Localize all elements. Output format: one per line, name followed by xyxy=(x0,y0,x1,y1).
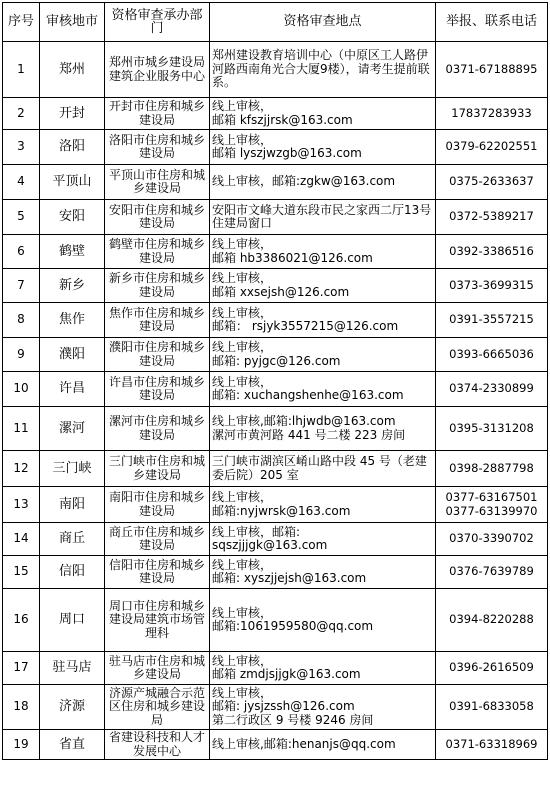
address-cell: 线上审核， 邮箱: xyszjjejsh@163.com xyxy=(210,556,436,589)
city-cell: 许昌 xyxy=(40,372,105,407)
address-cell: 线上审核， 邮箱 kfszjjrsk@163.com xyxy=(210,98,436,130)
address-cell: 线上审核， 邮箱 xxsejsh@126.com xyxy=(210,269,436,303)
row-number: 17 xyxy=(3,652,40,685)
header-city: 审核地市 xyxy=(40,3,105,42)
phone-cell: 0371-67188895 xyxy=(436,42,548,98)
city-cell: 郑州 xyxy=(40,42,105,98)
qualification-review-table xyxy=(2,2,548,760)
city-cell: 周口 xyxy=(40,589,105,652)
row-number: 4 xyxy=(3,165,40,200)
city-cell: 洛阳 xyxy=(40,130,105,165)
row-number: 13 xyxy=(3,487,40,523)
row-number: 6 xyxy=(3,235,40,269)
address-cell: 郑州建设教育培训中心（中原区工人路伊河路西南角光合大厦9楼），请考生提前联系。 xyxy=(210,42,436,98)
table-row xyxy=(3,98,548,130)
city-cell: 漯河 xyxy=(40,407,105,451)
phone-cell: 0394-8220288 xyxy=(436,589,548,652)
header-phone: 举报、联系电话 xyxy=(436,3,548,42)
header-row xyxy=(3,3,548,42)
table-row xyxy=(3,652,548,685)
department-cell: 商丘市住房和城乡建设局 xyxy=(105,523,210,556)
city-cell: 济源 xyxy=(40,685,105,730)
row-number: 19 xyxy=(3,730,40,760)
phone-cell: 0371-63318969 xyxy=(436,730,548,760)
row-number: 1 xyxy=(3,42,40,98)
city-cell: 南阳 xyxy=(40,487,105,523)
phone-cell: 0374-2330899 xyxy=(436,372,548,407)
table-row xyxy=(3,235,548,269)
city-cell: 平顶山 xyxy=(40,165,105,200)
phone-cell: 0391-6833058 xyxy=(436,685,548,730)
address-cell: 线上审核， 邮箱： rsjyk3557215@126.com xyxy=(210,303,436,338)
header-address: 资格审查地点 xyxy=(210,3,436,42)
phone-cell: 0373-3699315 xyxy=(436,269,548,303)
phone-cell: 0379-62202551 xyxy=(436,130,548,165)
row-number: 11 xyxy=(3,407,40,451)
city-cell: 驻马店 xyxy=(40,652,105,685)
header-no: 序号 xyxy=(3,3,40,42)
city-cell: 三门峡 xyxy=(40,451,105,487)
address-cell: 线上审核，邮箱: sqszjjjgk@163.com xyxy=(210,523,436,556)
row-number: 2 xyxy=(3,98,40,130)
department-cell: 信阳市住房和城乡建设局 xyxy=(105,556,210,589)
phone-cell: 0377-63167501 0377-63139970 xyxy=(436,487,548,523)
phone-cell: 0398-2887798 xyxy=(436,451,548,487)
department-cell: 周口市住房和城乡建设局建筑市场管理科 xyxy=(105,589,210,652)
table-row xyxy=(3,556,548,589)
phone-cell: 0372-5389217 xyxy=(436,200,548,235)
address-cell: 线上审核， 邮箱 lyszjwzgb@163.com xyxy=(210,130,436,165)
table-row xyxy=(3,730,548,760)
table-row xyxy=(3,269,548,303)
table-row xyxy=(3,303,548,338)
city-cell: 信阳 xyxy=(40,556,105,589)
department-cell: 鹤壁市住房和城乡建设局 xyxy=(105,235,210,269)
department-cell: 许昌市住房和城乡建设局 xyxy=(105,372,210,407)
department-cell: 驻马店市住房和城乡建设局 xyxy=(105,652,210,685)
row-number: 12 xyxy=(3,451,40,487)
city-cell: 鹤壁 xyxy=(40,235,105,269)
address-cell: 线上审核，邮箱:zgkw@163.com xyxy=(210,165,436,200)
phone-cell: 0375-2633637 xyxy=(436,165,548,200)
phone-cell: 17837283933 xyxy=(436,98,548,130)
row-number: 15 xyxy=(3,556,40,589)
department-cell: 焦作市住房和城乡建设局 xyxy=(105,303,210,338)
table-row xyxy=(3,42,548,98)
table-row xyxy=(3,589,548,652)
department-cell: 开封市住房和城乡建设局 xyxy=(105,98,210,130)
phone-cell: 0370-3390702 xyxy=(436,523,548,556)
address-cell: 三门峡市湖滨区崤山路中段 45 号（老建委后院）205 室 xyxy=(210,451,436,487)
city-cell: 开封 xyxy=(40,98,105,130)
row-number: 16 xyxy=(3,589,40,652)
department-cell: 平顶山市住房和城乡建设局 xyxy=(105,165,210,200)
table-row xyxy=(3,130,548,165)
phone-cell: 0395-3131208 xyxy=(436,407,548,451)
row-number: 10 xyxy=(3,372,40,407)
address-cell: 线上审核， 邮箱 hb3386021@126.com xyxy=(210,235,436,269)
table-row xyxy=(3,200,548,235)
city-cell: 省直 xyxy=(40,730,105,760)
row-number: 18 xyxy=(3,685,40,730)
phone-cell: 0376-7639789 xyxy=(436,556,548,589)
row-number: 3 xyxy=(3,130,40,165)
row-number: 14 xyxy=(3,523,40,556)
department-cell: 济源产城融合示范区住房和城乡建设局 xyxy=(105,685,210,730)
department-cell: 漯河市住房和城乡建设局 xyxy=(105,407,210,451)
address-cell: 线上审核， 邮箱: pyjgc@126.com xyxy=(210,338,436,372)
city-cell: 濮阳 xyxy=(40,338,105,372)
address-cell: 线上审核,邮箱:lhjwdb@163.com 漯河市黄河路 441 号二楼 223 房间 xyxy=(210,407,436,451)
address-cell: 线上审核， 邮箱: xuchangshenhe@163.com xyxy=(210,372,436,407)
department-cell: 安阳市住房和城乡建设局 xyxy=(105,200,210,235)
department-cell: 三门峡市住房和城乡建设局 xyxy=(105,451,210,487)
phone-cell: 0392-3386516 xyxy=(436,235,548,269)
row-number: 9 xyxy=(3,338,40,372)
table-row xyxy=(3,372,548,407)
department-cell: 洛阳市住房和城乡建设局 xyxy=(105,130,210,165)
table-row xyxy=(3,523,548,556)
table-row xyxy=(3,487,548,523)
row-number: 7 xyxy=(3,269,40,303)
table-row xyxy=(3,338,548,372)
city-cell: 新乡 xyxy=(40,269,105,303)
phone-cell: 0391-3557215 xyxy=(436,303,548,338)
address-cell: 安阳市文峰大道东段市民之家西二厅13号住建局窗口 xyxy=(210,200,436,235)
address-cell: 线上审核,邮箱:henanjs@qq.com xyxy=(210,730,436,760)
department-cell: 省建设科技和人才发展中心 xyxy=(105,730,210,760)
row-number: 8 xyxy=(3,303,40,338)
department-cell: 濮阳市住房和城乡建设局 xyxy=(105,338,210,372)
address-cell: 线上审核， 邮箱:1061959580@qq.com xyxy=(210,589,436,652)
department-cell: 南阳市住房和城乡建设局 xyxy=(105,487,210,523)
phone-cell: 0396-2616509 xyxy=(436,652,548,685)
city-cell: 焦作 xyxy=(40,303,105,338)
table-row xyxy=(3,451,548,487)
header-dept: 资格审查承办部门 xyxy=(105,3,210,42)
address-cell: 线上审核， 邮箱 zmdjsjjgk@163.com xyxy=(210,652,436,685)
table-row xyxy=(3,407,548,451)
table-body xyxy=(3,42,548,760)
address-cell: 线上审核， 邮箱: jysjzssh@126.com 第二行政区 9 号楼 9246 房间 xyxy=(210,685,436,730)
city-cell: 安阳 xyxy=(40,200,105,235)
department-cell: 郑州市城乡建设局建筑企业服务中心 xyxy=(105,42,210,98)
phone-cell: 0393-6665036 xyxy=(436,338,548,372)
department-cell: 新乡市住房和城乡建设局 xyxy=(105,269,210,303)
row-number: 5 xyxy=(3,200,40,235)
table-row xyxy=(3,685,548,730)
city-cell: 商丘 xyxy=(40,523,105,556)
address-cell: 线上审核， 邮箱:nyjwrsk@163.com xyxy=(210,487,436,523)
table-row xyxy=(3,165,548,200)
